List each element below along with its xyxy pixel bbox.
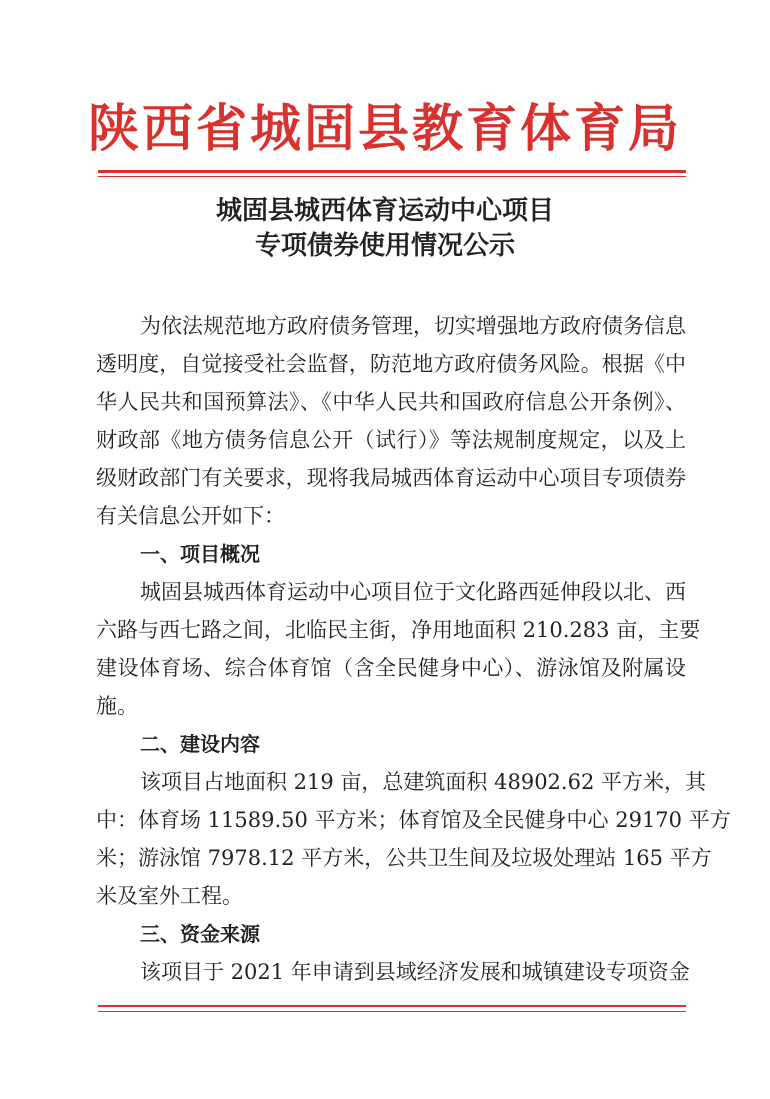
section-line: 米；游泳馆 7978.12 平方米，公共卫生间及垃圾处理站 165 平方 — [96, 846, 712, 870]
section-line: 中：体育场 11589.50 平方米；体育馆及全民健身中心 29170 平方 — [96, 808, 731, 832]
section-line: 该项目占地面积 219 亩，总建筑面积 48902.62 平方米，其 — [140, 770, 706, 794]
intro-line: 透明度，自觉接受社会监督，防范地方政府债务风险。根据《中 — [96, 352, 686, 376]
intro-line: 财政部《地方债务信息公开（试行）》等法规制度规定，以及上 — [96, 428, 686, 452]
section-heading-funding-source: 三、资金来源 — [140, 922, 260, 946]
section-line: 该项目于 2021 年申请到县域经济发展和城镇建设专项资金 — [140, 960, 690, 984]
intro-line: 有关信息公开如下： — [96, 504, 285, 528]
header-divider-thin — [98, 176, 686, 177]
section-line: 六路与西七路之间，北临民主街，净用地面积 210.283 亩，主要 — [96, 618, 701, 642]
section-line: 建设体育场、综合体育馆（含全民健身中心）、游泳馆及附属设 — [96, 656, 686, 680]
section-heading-construction-content: 二、建设内容 — [140, 732, 260, 756]
section-heading-project-overview: 一、项目概况 — [140, 542, 260, 566]
agency-header: 陕西省城固县教育体育局 — [87, 100, 682, 159]
intro-line: 级财政部门有关要求，现将我局城西体育运动中心项目专项债券 — [96, 466, 686, 490]
footer-divider-thick — [98, 1005, 686, 1007]
footer-divider-thin — [98, 1011, 686, 1012]
intro-line: 华人民共和国预算法》、《中华人民共和国政府信息公开条例》、 — [96, 390, 686, 414]
section-line: 米及室外工程。 — [96, 884, 243, 908]
header-divider-thick — [98, 170, 686, 173]
document-title-line-2: 专项债券使用情况公示 — [254, 231, 515, 261]
section-line: 城固县城西体育运动中心项目位于文化路西延伸段以北、西 — [140, 580, 686, 604]
section-line: 施。 — [96, 694, 138, 718]
document-title-line-1: 城固县城西体育运动中心项目 — [215, 196, 554, 226]
intro-line: 为依法规范地方政府债务管理，切实增强地方政府债务信息 — [140, 314, 686, 338]
